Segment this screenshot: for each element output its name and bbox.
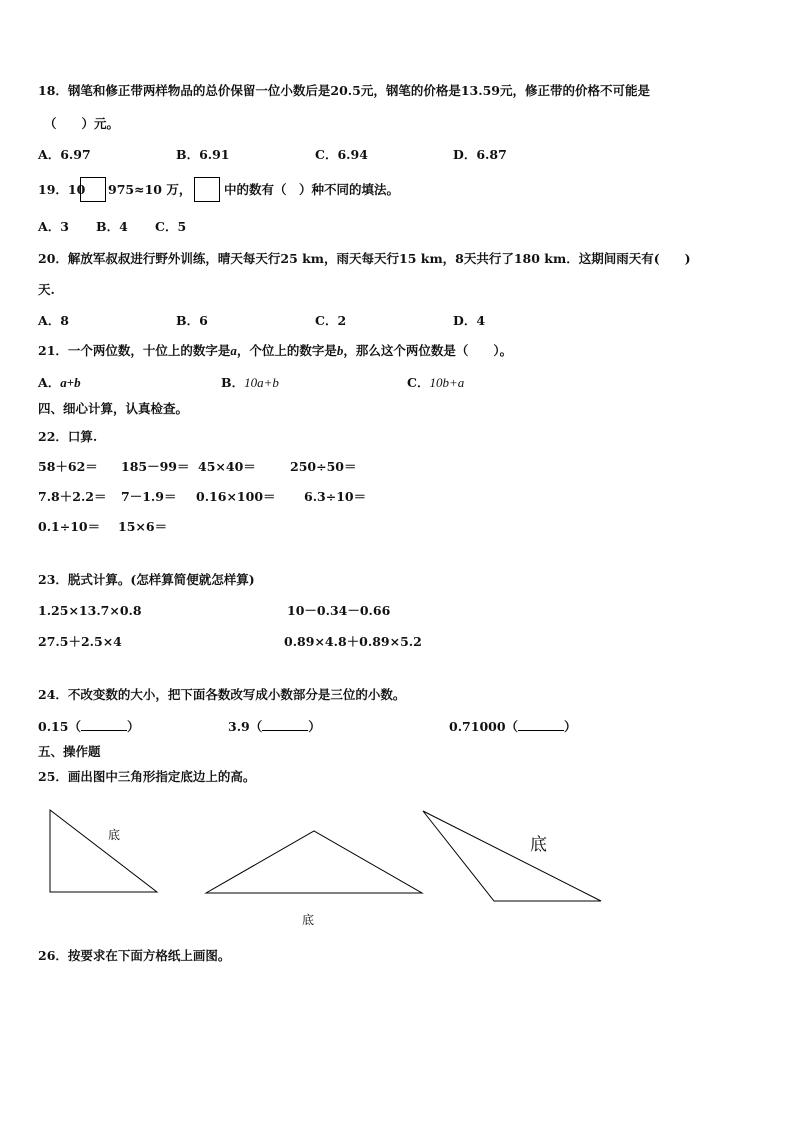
q22-title: 22．口算. xyxy=(38,429,98,444)
right-triangle xyxy=(50,810,157,892)
q21-stem-part1: 21．一个两位数，十位上的数字是 xyxy=(38,343,231,358)
q23-item: 10－0.34－0.66 xyxy=(287,603,391,618)
q18-option-d: D．6.87 xyxy=(453,147,507,162)
q20-stem-line1: 20．解放军叔叔进行野外训练，晴天每天行25 km，雨天每天行15 km，8天共行了180 km．这期间雨天有( ) xyxy=(38,251,691,266)
base-label-1: 底 xyxy=(108,828,121,842)
q19-suffix: 中的数有（ ）种不同的填法。 xyxy=(224,182,400,197)
q24-title: 24．不改变数的大小，把下面各数改写成小数部分是三位的小数。 xyxy=(38,687,406,702)
q21-var-b: b xyxy=(336,343,344,358)
q22-item: 45×40＝ xyxy=(198,459,256,474)
q22-item: 58＋62＝ xyxy=(38,459,98,474)
q23-item: 27.5＋2.5×4 xyxy=(38,634,122,649)
q20-option-b: B．6 xyxy=(176,313,208,328)
q21-option-c-expr: 10b+a xyxy=(429,375,465,390)
q22-item: 6.3÷10＝ xyxy=(304,489,367,504)
q18-option-b: B．6.91 xyxy=(176,147,230,162)
q21-stem-part3: ，那么这个两位数是（ ）。 xyxy=(343,343,513,358)
q24-close-paren: ） xyxy=(564,719,577,734)
q18-option-a: A．6.97 xyxy=(38,147,91,162)
q20-stem-line2: 天. xyxy=(38,282,55,297)
obtuse-triangle xyxy=(206,831,422,893)
q21-option-c-letter: C． xyxy=(407,375,430,390)
q21-option-b-expr: 10a+b xyxy=(244,375,279,390)
q23-item: 1.25×13.7×0.8 xyxy=(38,603,142,618)
q21-option-a-expr: a+b xyxy=(60,375,81,390)
q19-option-c: C．5 xyxy=(155,219,187,234)
base-label-3: 底 xyxy=(530,835,547,855)
q21-var-a: a xyxy=(230,343,237,358)
q23-title: 23．脱式计算。(怎样算简便就怎样算) xyxy=(38,572,255,587)
q23-item: 0.89×4.8＋0.89×5.2 xyxy=(284,634,422,649)
q22-item: 7.8＋2.2＝ xyxy=(38,489,107,504)
q19-middle: 975≈10 万， xyxy=(108,182,192,197)
q24-number: 0.71000（ xyxy=(449,719,519,734)
q21-option-a-letter: A． xyxy=(38,375,61,390)
q24-close-paren: ） xyxy=(126,719,140,734)
q18-stem-line2: （ ）元。 xyxy=(44,116,120,131)
q19-prefix: 19．10 xyxy=(38,182,86,197)
q20-option-c: C．2 xyxy=(315,313,347,328)
q22-item: 250÷50＝ xyxy=(290,459,357,474)
q24-number: 0.15（ xyxy=(38,719,81,734)
q26-title: 26．按要求在下面方格纸上画图。 xyxy=(38,948,231,963)
q22-item: 185－99＝ xyxy=(121,459,190,474)
q21-option-b-letter: B． xyxy=(221,375,245,390)
q19-option-a: A．3 xyxy=(38,219,69,234)
section-4-heading: 四、细心计算，认真检查。 xyxy=(38,401,189,416)
section-5-heading: 五、操作题 xyxy=(38,744,101,759)
q24-number: 3.9（ xyxy=(228,719,263,734)
q25-title: 25．画出图中三角形指定底边上的高。 xyxy=(38,769,256,784)
q22-item: 7－1.9＝ xyxy=(121,489,177,504)
q22-item: 0.1÷10＝ xyxy=(38,519,101,534)
q24-close-paren: ） xyxy=(308,719,321,734)
q18-stem-line1: 18．钢笔和修正带两样物品的总价保留一位小数后是20.5元，钢笔的价格是13.59元，修正带的价格不可能是 xyxy=(38,83,650,98)
q22-item: 0.16×100＝ xyxy=(196,489,276,504)
q22-item: 15×6＝ xyxy=(118,519,168,534)
q19-option-b: B．4 xyxy=(96,219,128,234)
q18-option-c: C．6.94 xyxy=(315,147,368,162)
q20-option-a: A．8 xyxy=(38,313,69,328)
slanted-triangle xyxy=(423,811,601,901)
q21-stem-part2: ，个位上的数字是 xyxy=(236,343,337,358)
q20-option-d: D．4 xyxy=(453,313,486,328)
base-label-2: 底 xyxy=(302,913,315,927)
